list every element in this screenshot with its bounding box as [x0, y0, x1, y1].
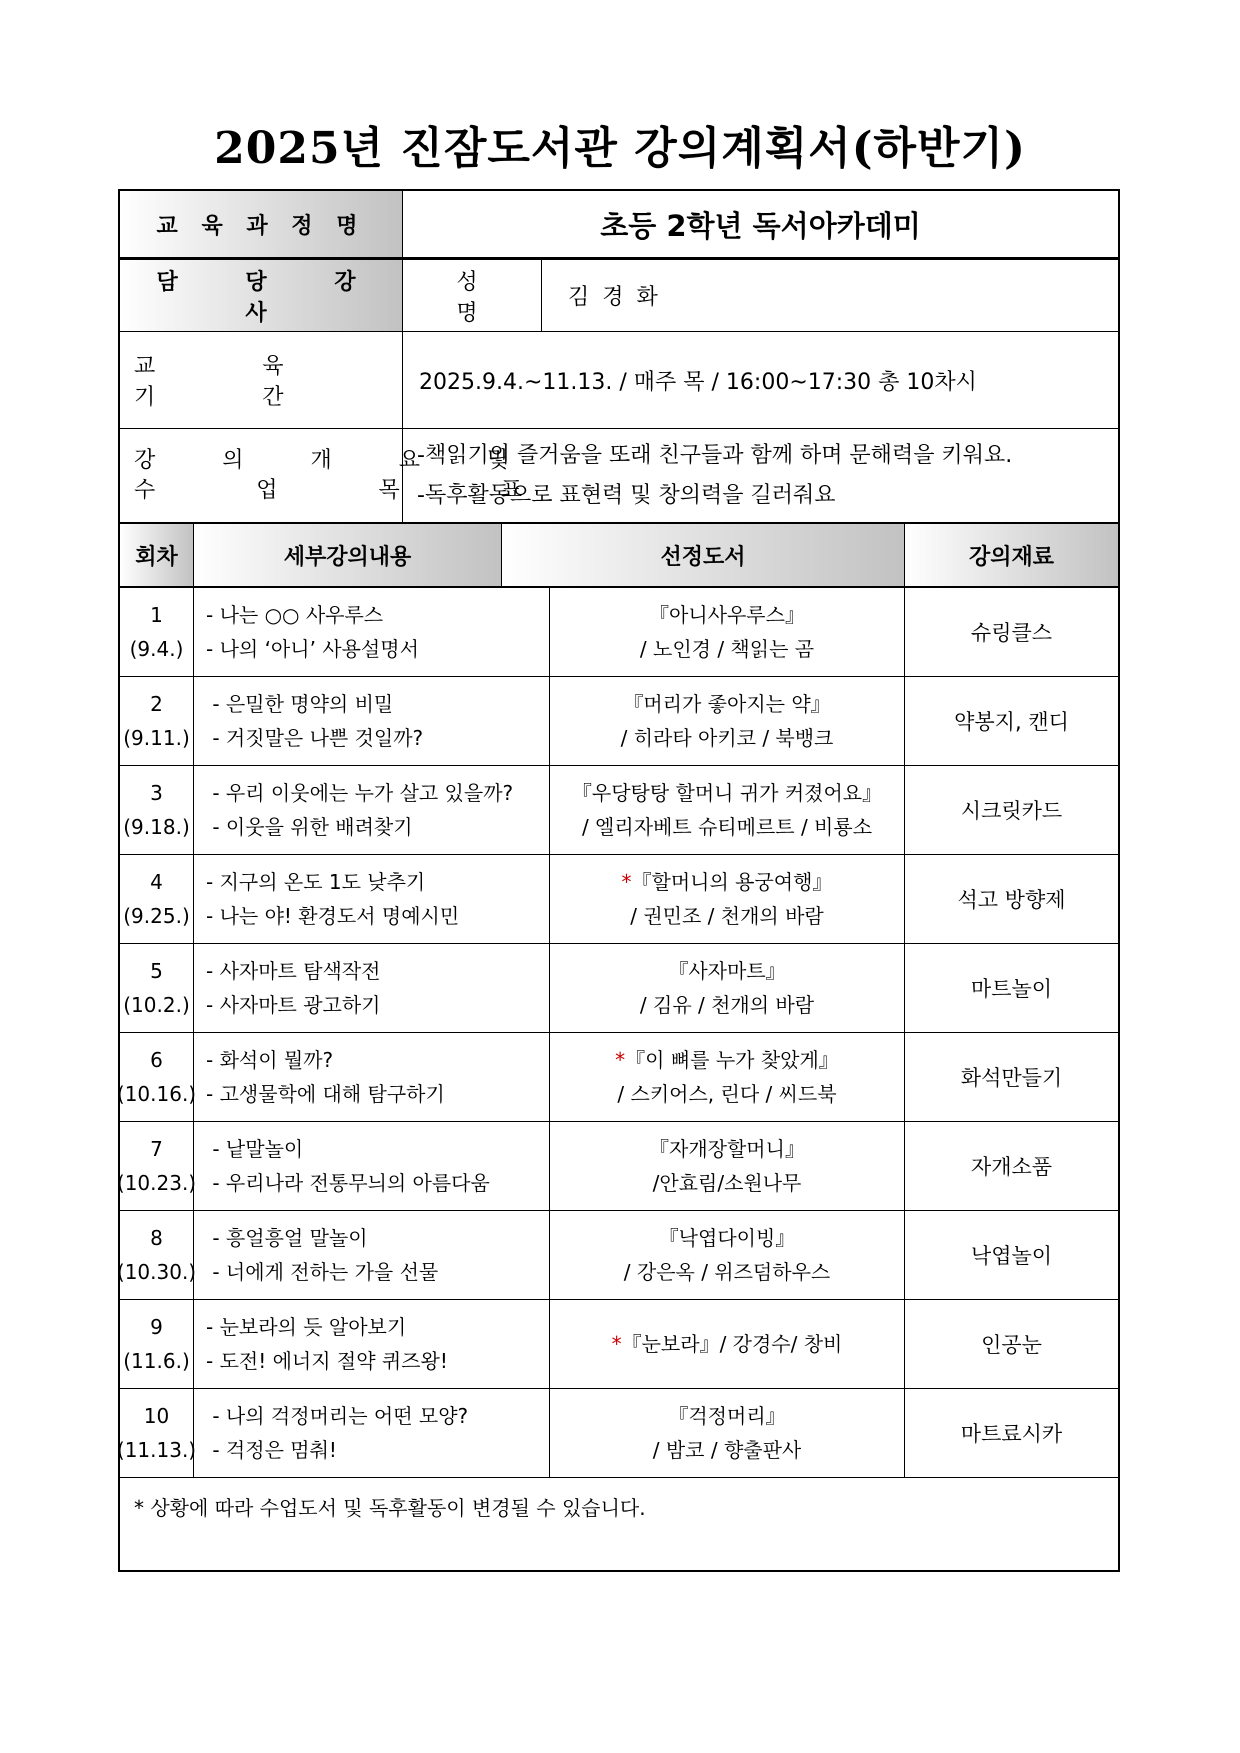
header-book: [501, 524, 904, 586]
table-row: [120, 855, 1118, 944]
overview-goal-2: -독후활동으로 표현력 및 창의력을 길러줘요: [417, 482, 836, 508]
session-material-cell: [904, 588, 1118, 676]
session-book-cell: [549, 1211, 904, 1299]
session-content-1: - 지구의 온도 1도 낮추기: [206, 870, 426, 894]
book-author-publisher: / 권민조 / 천개의 바람: [630, 904, 824, 928]
course-row: [120, 191, 1118, 260]
session-content-1: - 우리 이웃에는 누가 살고 있을까?: [206, 781, 514, 805]
book-title-text: 『걱정머리』: [668, 1404, 786, 1428]
book-author-publisher: / 김유 / 천개의 바람: [639, 993, 815, 1017]
book-title-text: 『머리가 좋아지는 약』: [623, 692, 831, 716]
book-title-text: 『할머니의 용궁여행』: [631, 870, 833, 894]
session-date: (9.11.): [123, 726, 190, 750]
session-date: (9.4.): [129, 637, 184, 661]
book-title: [668, 954, 785, 988]
session-date: (11.13.): [116, 1438, 197, 1462]
header-material-text: 강의재료: [968, 544, 1054, 570]
recommended-star-icon: *: [615, 1048, 626, 1072]
session-book-cell: [549, 1300, 904, 1388]
session-number: 2: [150, 692, 163, 716]
book-title-text: 『우당탕탕 할머니 귀가 커졌어요』: [571, 781, 883, 805]
session-date: (9.18.): [123, 815, 190, 839]
session-book-cell: [549, 855, 904, 943]
recommended-star-icon: *: [611, 1332, 622, 1356]
session-content-2: - 나는 야! 환경도서 명예시민: [206, 904, 460, 928]
course-label: [120, 191, 402, 257]
book-title-text: 『낙엽다이빙』: [658, 1226, 796, 1250]
session-material: 인공눈: [981, 1333, 1042, 1357]
session-content-cell: [193, 1122, 549, 1210]
session-number-cell: [120, 855, 193, 943]
session-book-cell: [549, 1389, 904, 1477]
session-date: (10.16.): [116, 1082, 197, 1106]
session-number-cell: [116, 1033, 197, 1121]
session-material: 화석만들기: [960, 1066, 1063, 1090]
book-author-publisher: / 엘리자베트 슈티메르트 / 비룡소: [581, 815, 873, 839]
session-book-cell: [549, 1033, 904, 1121]
instructor-name-cell: [542, 260, 1118, 331]
session-content-2: - 우리나라 전통무늬의 아름다움: [206, 1171, 490, 1195]
book-title: [612, 1327, 843, 1361]
session-content-2: - 나의 ‘아니’ 사용설명서: [206, 637, 419, 661]
footnote-row: [120, 1478, 1118, 1570]
book-title: [649, 1132, 805, 1166]
session-content-cell: [193, 766, 549, 854]
session-number: 6: [150, 1048, 163, 1072]
session-material-cell: [904, 766, 1118, 854]
instructor-label-text: 담 당 강 사: [156, 269, 386, 326]
header-content: [193, 524, 501, 586]
period-row: [120, 332, 1118, 429]
table-header-row: [120, 524, 1118, 588]
book-title: [659, 1221, 796, 1255]
course-value-cell: [402, 191, 1118, 257]
session-content-cell: [193, 855, 549, 943]
session-number-cell: [120, 944, 193, 1032]
session-content-1: - 나의 걱정머리는 어떤 모양?: [206, 1404, 469, 1428]
session-content-1: - 눈보라의 듯 알아보기: [206, 1315, 407, 1339]
session-number-cell: [120, 677, 193, 765]
instructor-name: 김 경 화: [568, 285, 661, 310]
book-title: [668, 1399, 785, 1433]
session-material: 마트놀이: [970, 977, 1053, 1001]
session-content-1: - 흥얼흥얼 말놀이: [206, 1226, 368, 1250]
book-title: [649, 598, 805, 632]
session-content-cell: [193, 1033, 549, 1121]
session-number-cell: [120, 1300, 193, 1388]
session-content-2: - 거짓말은 나쁜 것일까?: [206, 726, 424, 750]
session-number: 4: [150, 870, 163, 894]
session-material-cell: [904, 944, 1118, 1032]
session-material-cell: [904, 1300, 1118, 1388]
table-row: [116, 1389, 1118, 1478]
session-material: 슈링클스: [970, 621, 1053, 645]
session-content-cell: [193, 588, 549, 676]
header-session: [120, 524, 193, 586]
session-number: 7: [150, 1137, 163, 1161]
header-content-text: 세부강의내용: [283, 544, 412, 570]
session-date: (10.2.): [123, 993, 190, 1017]
header-book-text: 선정도서: [660, 544, 746, 570]
session-material: 자개소품: [970, 1155, 1053, 1179]
session-content-2: - 사자마트 광고하기: [206, 993, 381, 1017]
book-author-publisher: / 노인경 / 책읽는 곰: [639, 637, 815, 661]
course-title: 초등 2학년 독서아카데미: [600, 208, 921, 243]
session-book-cell: [549, 944, 904, 1032]
book-title-text: 『이 뼈를 누가 찾았게』: [625, 1048, 839, 1072]
book-title-text: 『자개장할머니』: [649, 1137, 805, 1161]
footnote: * 상황에 따라 수업도서 및 독후활동이 변경될 수 있습니다.: [134, 1496, 646, 1520]
session-content-1: - 낱말놀이: [206, 1137, 304, 1161]
book-author-publisher: / 스키어스, 린다 / 씨드북: [617, 1082, 837, 1106]
period-label-cell: [120, 332, 402, 428]
session-content-2: - 너에게 전하는 가을 선물: [206, 1260, 439, 1284]
instructor-name-label-cell: [402, 260, 542, 331]
session-content-cell: [193, 1300, 549, 1388]
period-label: 교 육 기 간: [134, 354, 334, 410]
session-number-cell: [120, 766, 193, 854]
instructor-name-label: 성 명: [456, 269, 508, 326]
session-number: 1: [150, 603, 163, 627]
session-content-cell: [193, 1211, 549, 1299]
session-content-1: - 화석이 뭘까?: [206, 1048, 334, 1072]
session-material: 마트료시카: [960, 1422, 1063, 1446]
table-row: [116, 1211, 1118, 1300]
session-material-cell: [904, 1211, 1118, 1299]
lecture-plan-table: [118, 189, 1120, 1572]
book-author-publisher: / 밤코 / 향출판사: [652, 1438, 802, 1462]
session-number-cell: [116, 1122, 197, 1210]
session-date: (10.30.): [116, 1260, 197, 1284]
session-content-1: - 나는 ○○ 사우루스: [206, 603, 384, 627]
book-title: [622, 865, 833, 899]
session-material-cell: [904, 855, 1118, 943]
book-title: [615, 1043, 839, 1077]
session-book-cell: [549, 588, 904, 676]
book-title: [623, 687, 830, 721]
book-title-text: 『아니사우루스』: [649, 603, 805, 627]
page-title: 2025년 진잠도서관 강의계획서(하반기): [214, 123, 1026, 174]
session-number-cell: [116, 1211, 197, 1299]
session-material-cell: [904, 1389, 1118, 1477]
session-number: 5: [150, 959, 163, 983]
session-material: 석고 방향제: [957, 888, 1066, 912]
session-content-2: - 걱정은 멈춰!: [206, 1438, 337, 1462]
instructor-row: [120, 260, 1118, 332]
header-material: [904, 524, 1118, 586]
book-title-text: 『사자마트』: [668, 959, 786, 983]
book-title-text: 『눈보라』/ 강경수/ 창비: [621, 1332, 843, 1356]
table-row: [120, 766, 1118, 855]
session-number: 3: [150, 781, 163, 805]
session-content-cell: [193, 944, 549, 1032]
book-author-publisher: / 히라타 아키코 / 북뱅크: [620, 726, 834, 750]
session-content-cell: [193, 677, 549, 765]
recommended-star-icon: *: [621, 870, 632, 894]
session-content-1: - 은밀한 명약의 비밀: [206, 692, 394, 716]
overview-label-line2: 수 업 목 표: [134, 477, 569, 503]
header-session-text: 회차: [135, 544, 178, 570]
overview-goal-1: -책읽기의 즐거움을 또래 친구들과 함께 하며 문해력을 키워요.: [417, 442, 1013, 468]
session-content-2: - 고생물학에 대해 탐구하기: [206, 1082, 445, 1106]
session-number-cell: [120, 588, 193, 676]
session-content-2: - 이웃을 위한 배려찾기: [206, 815, 413, 839]
session-date: (9.25.): [123, 904, 190, 928]
session-content-2: - 도전! 에너지 절약 퀴즈왕!: [206, 1349, 448, 1373]
table-row: [120, 1300, 1118, 1389]
footnote-cell: [120, 1478, 1118, 1570]
period-value-cell: [402, 332, 1118, 428]
session-material: 약봉지, 캔디: [954, 710, 1069, 734]
session-date: (11.6.): [123, 1349, 190, 1373]
session-material-cell: [904, 1122, 1118, 1210]
session-number: 8: [150, 1226, 163, 1250]
period-value: 2025.9.4.~11.13. / 매주 목 / 16:00~17:30 총 10차시: [419, 369, 977, 395]
session-material: 낙엽놀이: [970, 1244, 1053, 1268]
overview-label-line1: 강 의 개 요 및: [134, 447, 539, 473]
book-title: [572, 776, 882, 810]
table-row: [120, 944, 1118, 1033]
session-material-cell: [904, 677, 1118, 765]
session-material-cell: [904, 1033, 1118, 1121]
session-date: (10.23.): [116, 1171, 197, 1195]
session-material: 시크릿카드: [960, 799, 1063, 823]
session-book-cell: [549, 677, 904, 765]
overview-label-cell: [120, 429, 569, 522]
table-row: [120, 588, 1118, 677]
table-row: [116, 1122, 1118, 1211]
instructor-label: [120, 260, 402, 331]
overview-value-cell: [402, 429, 1118, 522]
session-content-1: - 사자마트 탐색작전: [206, 959, 381, 983]
book-author-publisher: / 강은옥 / 위즈덤하우스: [623, 1260, 831, 1284]
overview-row: [120, 429, 1118, 524]
session-number: 10: [143, 1404, 170, 1428]
session-book-cell: [549, 766, 904, 854]
table-row: [116, 1033, 1118, 1122]
session-content-cell: [193, 1389, 549, 1477]
session-number: 9: [150, 1315, 163, 1339]
course-label-text: 교 육 과 정 명: [156, 213, 366, 239]
session-number-cell: [116, 1389, 197, 1477]
session-book-cell: [549, 1122, 904, 1210]
book-author-publisher: /안효림/소원나무: [652, 1171, 802, 1195]
table-row: [120, 677, 1118, 766]
